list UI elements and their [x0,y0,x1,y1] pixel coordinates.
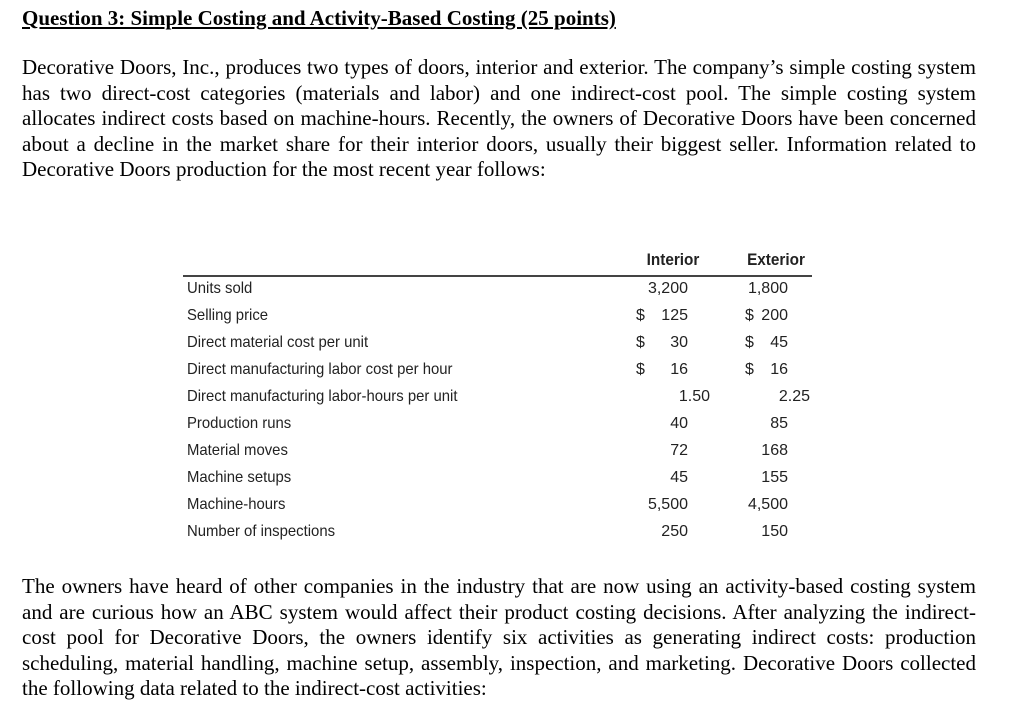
exterior-labor-cost-currency: $ [745,361,754,378]
interior-machine-hours: 5,500 [647,496,688,513]
intro-paragraph: Decorative Doors, Inc., produces two types of doors, interior and exterior. The company’s simple costing system has two direct-cost categories (materials and labor) and one indirect-cost pool. The simple costing system allocates indirect costs based on machine-hours. Recently, the owners of Decorative Doors have been concerned about a decline in the market share for their interior doors, usually their biggest seller. Information related to Decorative Doors production for the most recent year follows: [22,55,976,181]
interior-direct-material-currency: $ [636,334,645,351]
row-label-number-of-inspections: Number of inspections [187,523,336,540]
header-interior: Interior [646,250,700,269]
exterior-selling-price-currency: $ [745,307,754,324]
exterior-units-sold: 1,800 [747,280,788,297]
interior-number-of-inspections: 250 [661,523,688,540]
row-label-machine-setups: Machine setups [187,469,292,486]
exterior-direct-material-cost: 45 [770,334,788,351]
exterior-production-runs: 85 [770,415,788,432]
interior-units-sold: 3,200 [647,280,688,297]
row-label-selling-price: Selling price [187,307,269,324]
interior-labor-cost-per-hour: 16 [670,361,688,378]
row-label-labor-cost-per-hour: Direct manufacturing labor cost per hour [187,361,453,378]
exterior-direct-material-currency: $ [745,334,754,351]
interior-material-moves: 72 [670,442,688,459]
header-exterior: Exterior [747,250,805,269]
exterior-machine-hours: 4,500 [747,496,788,513]
abc-paragraph: The owners have heard of other companies in the industry that are now using an activity-based costing system and are curious how an ABC system would affect their product costing decisions. After analyzing the indirect-cost pool for Decorative Doors, the owners identify six activities as generating indirect costs: production scheduling, material handling, machine setup, assembly, inspection, and marketing. Decorative Doors collected the following data related to the indirect-cost activities: [22,574,976,700]
row-label-production-runs: Production runs [187,415,292,432]
question-title: Question 3: Simple Costing and Activity-Based Costing (25 points) [22,6,616,30]
row-label-material-moves: Material moves [187,442,288,459]
interior-selling-price: 125 [661,307,688,324]
interior-selling-price-currency: $ [636,307,645,324]
exterior-selling-price: 200 [761,307,788,324]
interior-production-runs: 40 [670,415,688,432]
interior-labor-hours-per-unit: 1.50 [678,388,710,405]
exterior-material-moves: 168 [761,442,788,459]
row-label-direct-material-cost: Direct material cost per unit [187,334,369,351]
row-label-labor-hours-per-unit: Direct manufacturing labor-hours per unit [187,388,458,405]
interior-machine-setups: 45 [670,469,688,486]
row-label-units-sold: Units sold [187,280,253,297]
exterior-labor-hours-per-unit: 2.25 [778,388,810,405]
interior-direct-material-cost: 30 [670,334,688,351]
exterior-labor-cost-per-hour: 16 [770,361,788,378]
interior-labor-cost-currency: $ [636,361,645,378]
exterior-machine-setups: 155 [761,469,788,486]
exterior-number-of-inspections: 150 [761,523,788,540]
header-rule [183,275,812,277]
row-label-machine-hours: Machine-hours [187,496,286,513]
